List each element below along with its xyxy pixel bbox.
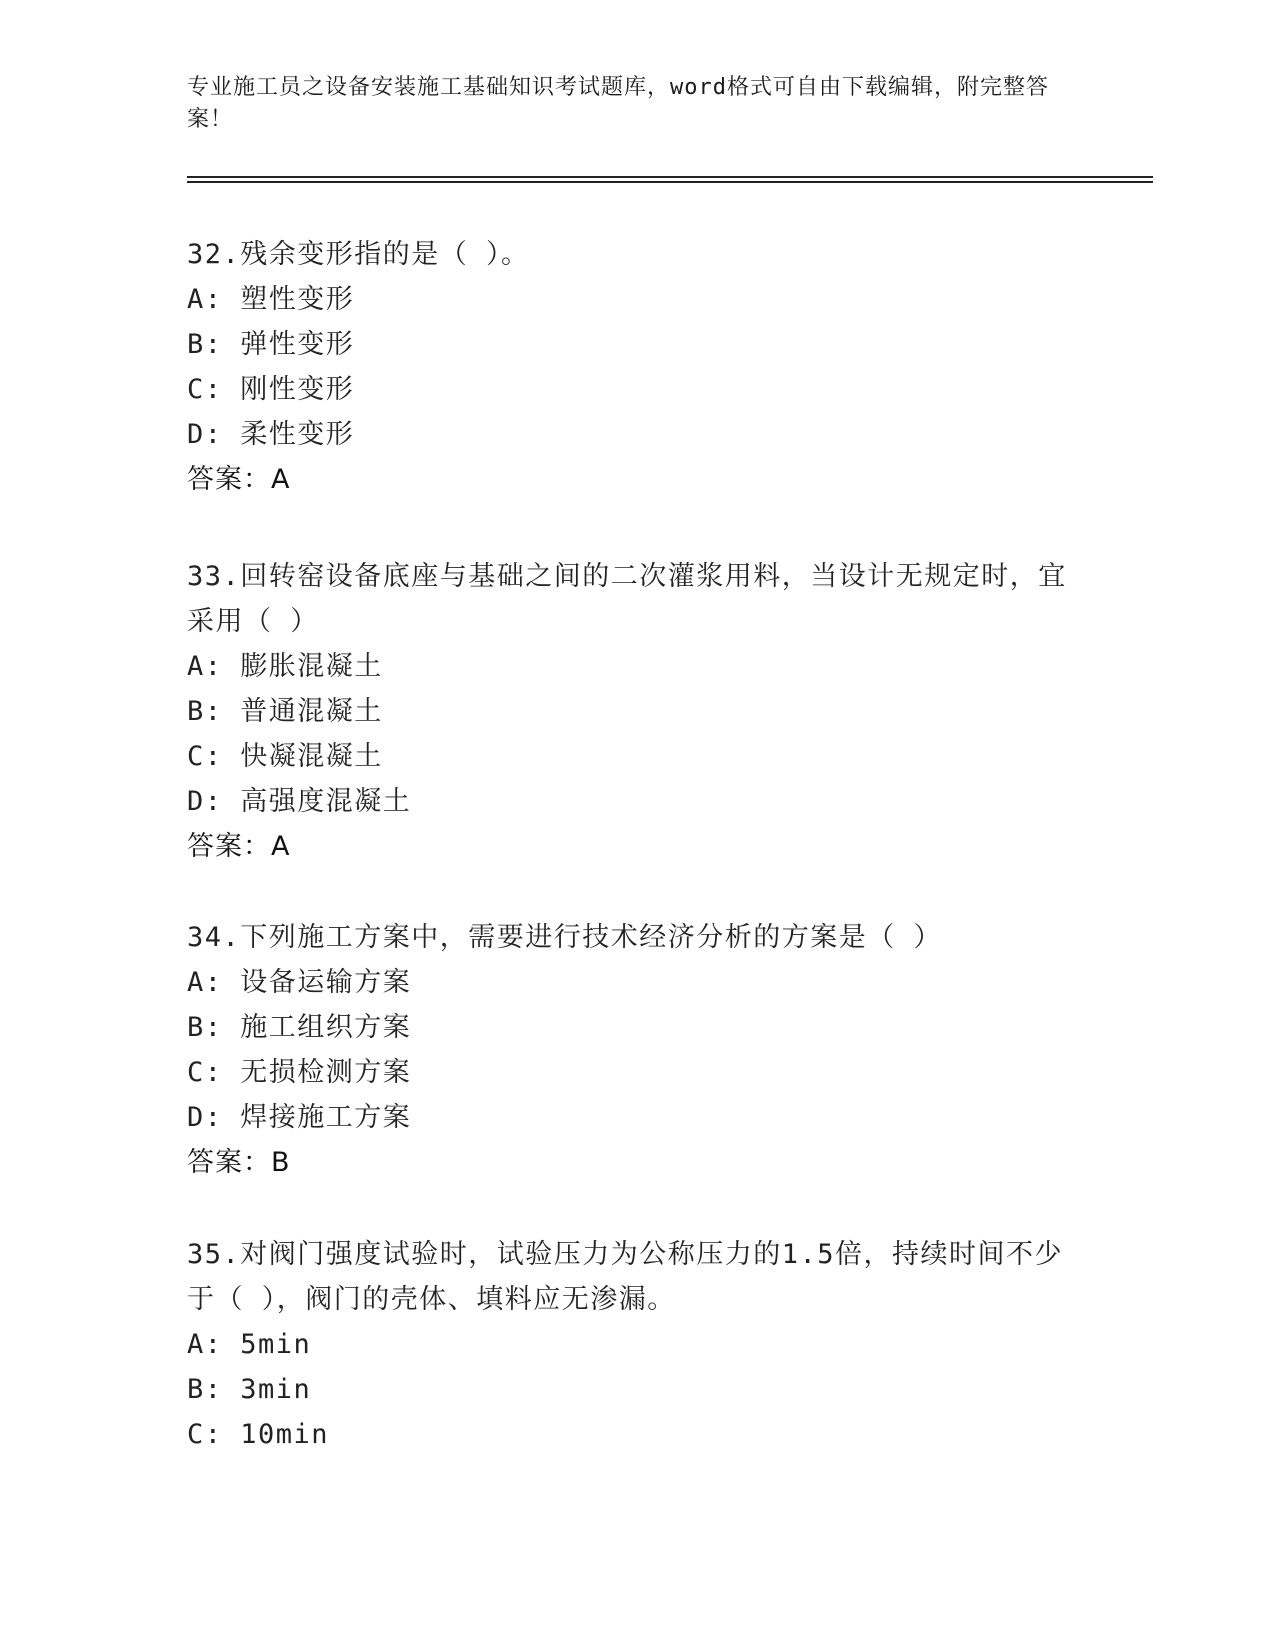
question-stem: 34.下列施工方案中，需要进行技术经济分析的方案是（ ） (187, 922, 943, 953)
answer: 答案：B (187, 1147, 291, 1178)
option-b: B: 普通混凝土 (187, 696, 383, 727)
option-d: D: 高强度混凝土 (187, 786, 412, 817)
header-divider-top (187, 176, 1153, 178)
option-a: A: 5min (187, 1329, 312, 1360)
option-a: A: 膨胀混凝土 (187, 651, 383, 682)
document-header: 专业施工员之设备安装施工基础知识考试题库，word格式可自由下载编辑，附完整答案！ (187, 75, 1049, 132)
option-b: B: 弹性变形 (187, 329, 355, 360)
option-c: C: 10min (187, 1419, 330, 1450)
question-34 (187, 915, 1087, 1185)
option-d: D: 柔性变形 (187, 419, 355, 450)
option-a: A: 设备运输方案 (187, 967, 412, 998)
question-stem: 35.对阀门强度试验时，试验压力为公称压力的1.5倍，持续时间不少于（ ），阀门的壳体、填料应无渗漏。 (187, 1239, 1064, 1315)
question-stem: 33.回转窑设备底座与基础之间的二次灌浆用料，当设计无规定时，宜采用（ ） (187, 561, 1067, 637)
option-b: B: 3min (187, 1374, 312, 1405)
option-d: D: 焊接施工方案 (187, 1102, 412, 1133)
header-divider-bottom (187, 181, 1153, 183)
question-stem: 32.残余变形指的是（ ）。 (187, 239, 530, 270)
answer: 答案：A (187, 464, 291, 495)
option-b: B: 施工组织方案 (187, 1012, 412, 1043)
question-35 (187, 1232, 1087, 1457)
option-c: C: 快凝混凝土 (187, 741, 383, 772)
question-33 (187, 554, 1087, 869)
option-a: A: 塑性变形 (187, 284, 355, 315)
answer: 答案：A (187, 831, 291, 862)
question-32 (187, 232, 1087, 502)
option-c: C: 无损检测方案 (187, 1057, 412, 1088)
option-c: C: 刚性变形 (187, 374, 355, 405)
